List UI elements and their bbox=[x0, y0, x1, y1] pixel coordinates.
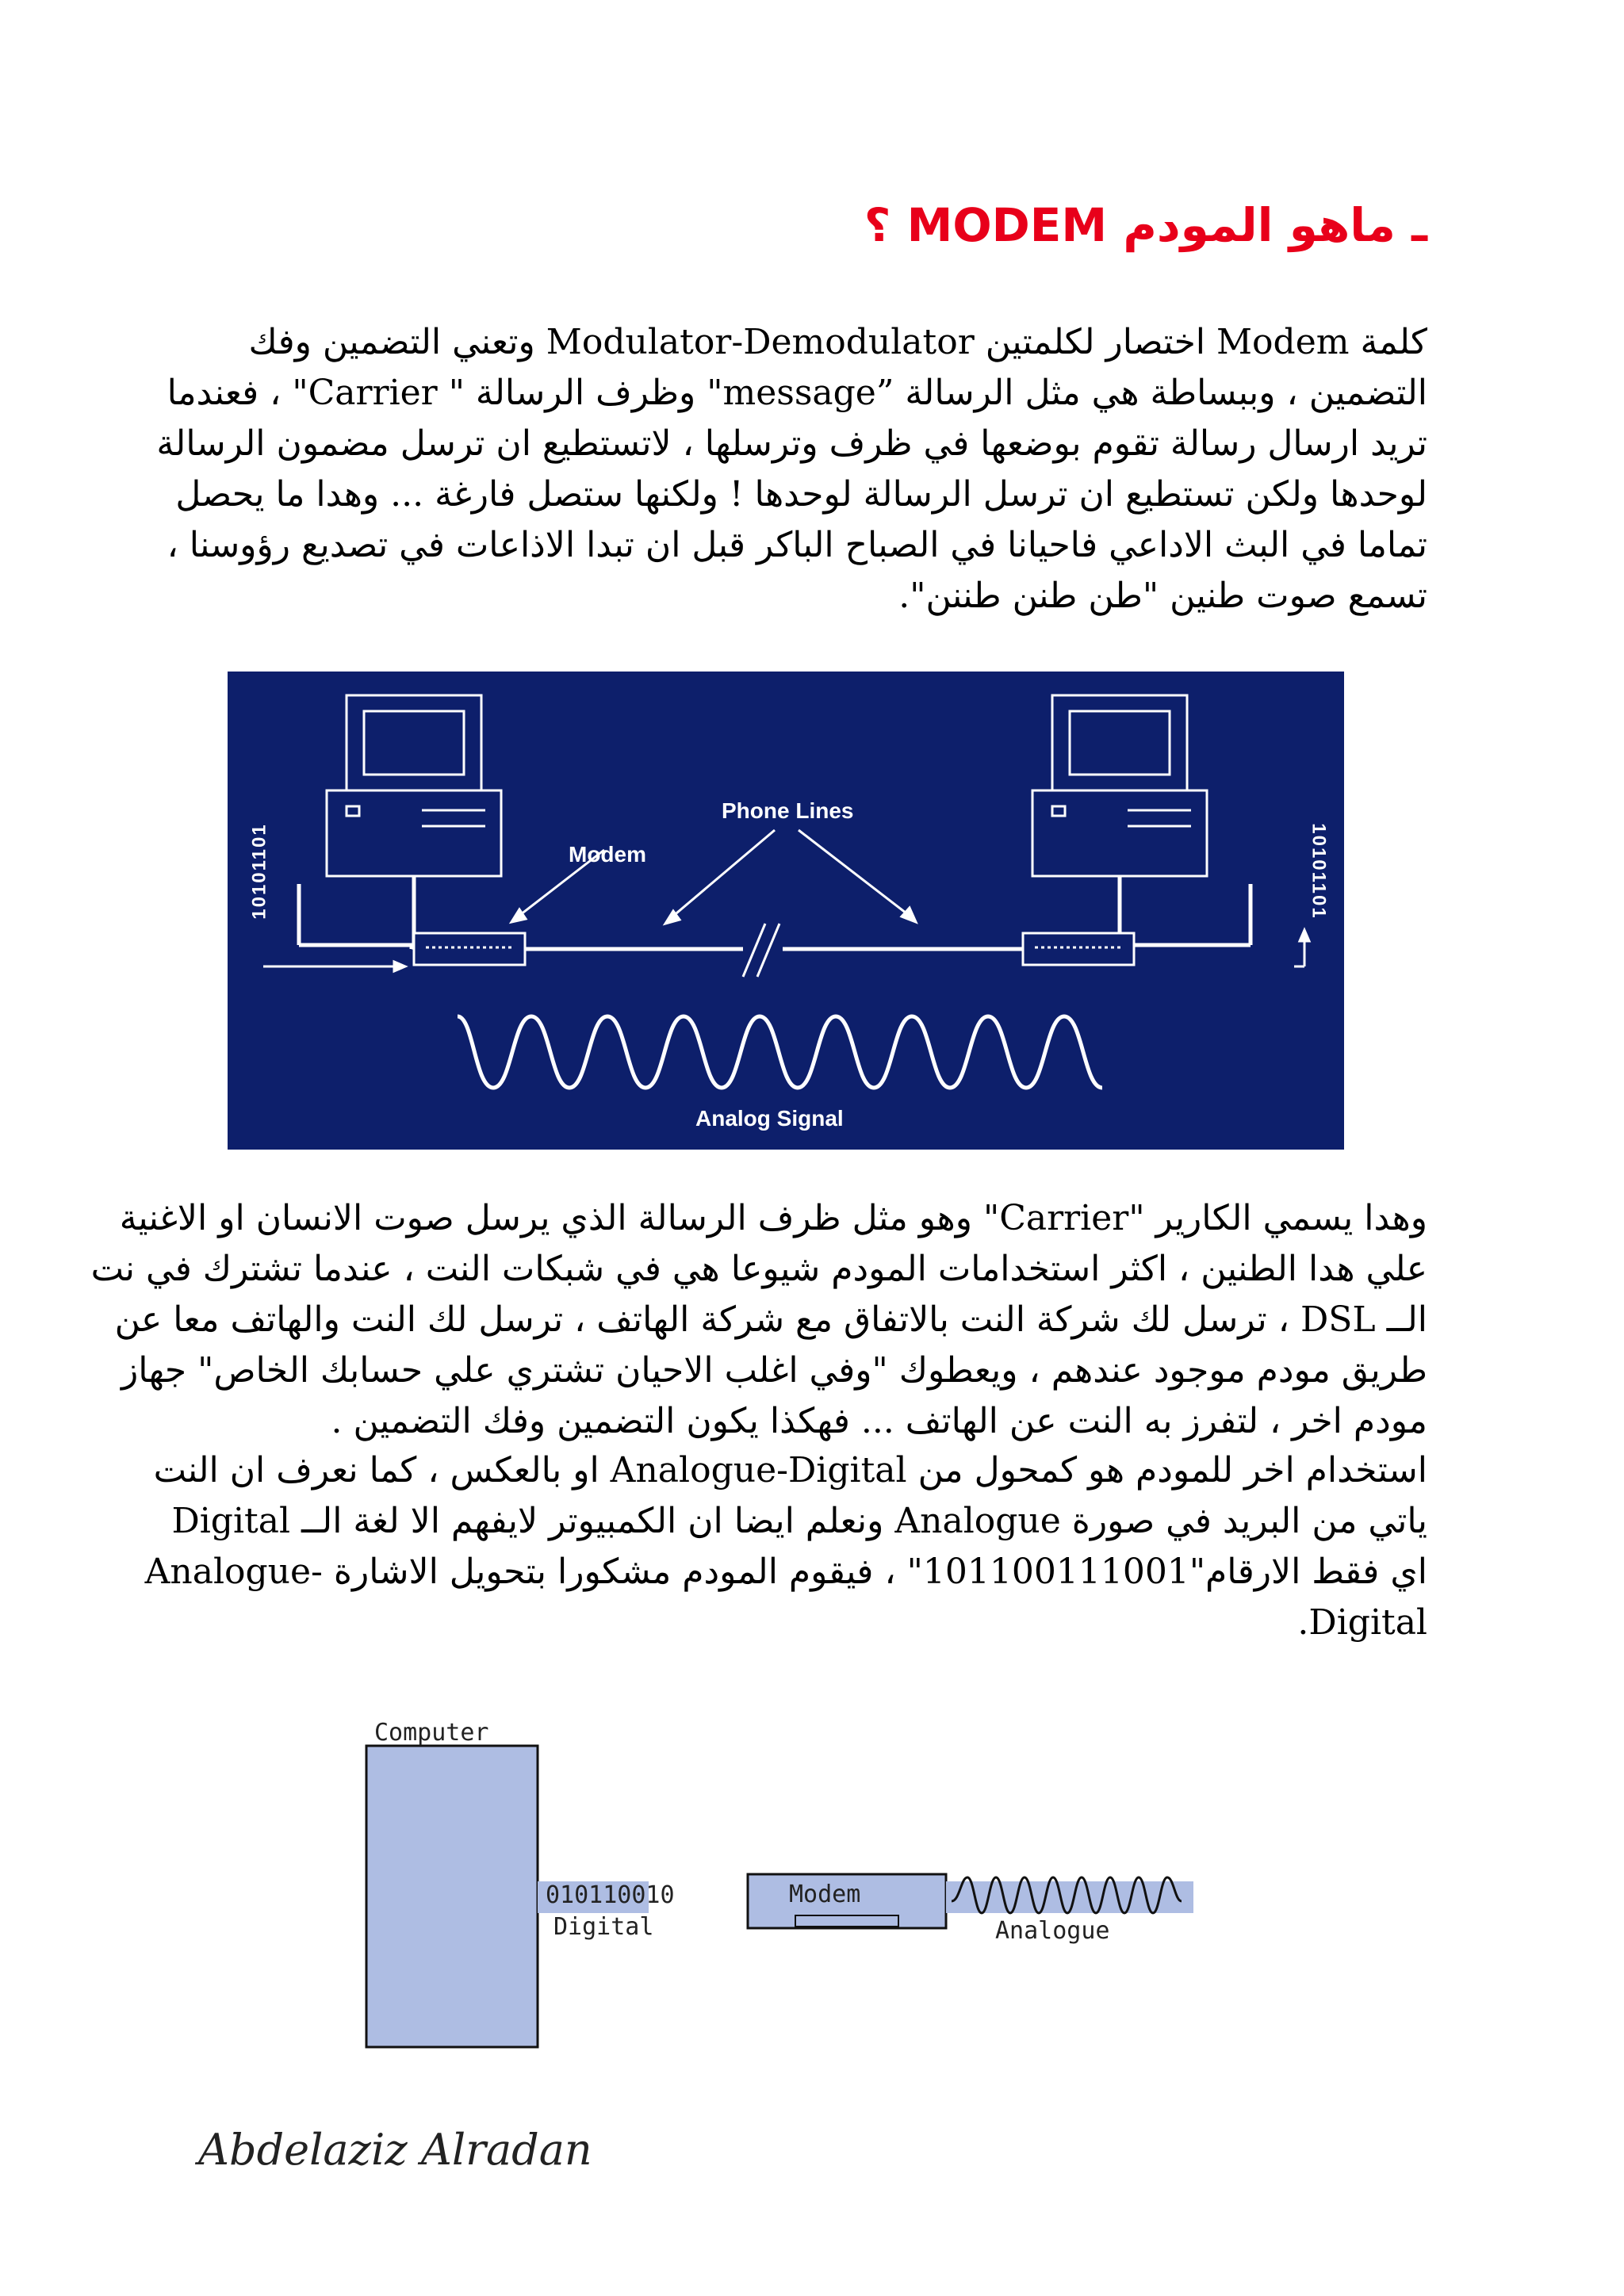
paragraph-carrier bbox=[90, 1193, 1427, 1447]
computer-modem-diagram bbox=[365, 1719, 1237, 2052]
paragraph-line: تريد ارسال رسالة تقوم بوضعها في ظرف وترسلها ، لاتستطيع ان ترسل مضمون الرسالة bbox=[156, 423, 1427, 464]
paragraph-line: طريق مودم موجود عندهم ، ويعطوك "وفي اغلب الاحيان تشتري علي حسابك الخاص" جهاز bbox=[121, 1350, 1427, 1391]
paragraph-line: لوحدها ولكن تستطيع ان ترسل الرسالة لوحدها ! ولكنها ستصل فارغة ... وهدا ما يحصل bbox=[175, 474, 1427, 515]
paragraph-line: اي فقط الارقام"101100111001" ، فيقوم المودم مشكورا بتحويل الاشارة -Analogue bbox=[144, 1552, 1427, 1592]
paragraph-line: ياتي من البريد في صورة Analogue ونعلم ايضا ان الكمبيوتر لايفهم الا لغة الــ Digital bbox=[171, 1501, 1427, 1541]
right-computer-icon bbox=[1032, 695, 1207, 876]
bits-left-label: 10101101 bbox=[248, 823, 270, 920]
paragraph-line: الــ DSL ، ترسل لك شركة النت بالاتفاق مع شركة الهاتف ، ترسل لك النت والهاتف معا عن bbox=[114, 1299, 1427, 1340]
modem-label: Modem bbox=[569, 842, 646, 867]
computer-box bbox=[366, 1746, 538, 2047]
computer-label: Computer bbox=[374, 1719, 489, 1747]
right-modem-icon bbox=[1023, 933, 1134, 965]
paragraph-analogue-digital bbox=[144, 1445, 1427, 1648]
paragraph-line: تسمع صوت طنين "طن طنن طننن". bbox=[898, 576, 1427, 616]
network-diagram-graphic bbox=[228, 672, 1344, 1150]
bits-label: 010110010 bbox=[546, 1881, 675, 1909]
paragraph-line: مودم اخر ، لتفرز به النت عن الهاتف ... فهكذا يكون التضمين وفك التضمين . bbox=[331, 1401, 1427, 1441]
phone-lines-label: Phone Lines bbox=[722, 798, 854, 823]
bits-right-label: 10101101 bbox=[1308, 823, 1330, 920]
paragraph-line: وهدا يسمي الكارير "Carrier" وهو مثل ظرف الرسالة الذي يرسل صوت الانسان او الاغنية bbox=[119, 1198, 1427, 1238]
analog-signal-label: Analog Signal bbox=[695, 1106, 844, 1131]
author-signature: Abdelaziz Alradan bbox=[198, 2125, 592, 2175]
paragraph-intro bbox=[156, 317, 1427, 622]
paragraph-line: كلمة Modem اختصار لكلمتين Modulator-Demodulator وتعني التضمين وفك bbox=[248, 322, 1427, 362]
paragraph-line: علي هدا الطنين ، اكثر استخدامات المودم شيوعا هي في شبكات النت ، عندما تشترك في نت bbox=[90, 1249, 1427, 1289]
paragraph-line: استخدام اخر للمودم هو كمحول من Analogue-Digital او بالعكس ، كما نعرف ان النت bbox=[153, 1450, 1427, 1490]
modem-network-diagram bbox=[228, 672, 1344, 1150]
modem-box-label: Modem bbox=[789, 1881, 861, 1908]
paragraph-line: Digital. bbox=[1297, 1602, 1427, 1643]
left-computer-icon bbox=[327, 695, 501, 876]
modem-slot bbox=[795, 1915, 898, 1927]
page-title: ـ ماهو المودم MODEM ؟ bbox=[864, 198, 1427, 252]
analogue-label: Analogue bbox=[995, 1917, 1110, 1945]
digital-label: Digital bbox=[553, 1913, 654, 1941]
paragraph-line: التضمين ، وببساطة هي مثل الرسالة ”message" وظرف الرسالة " Carrier" ، فعندما bbox=[167, 373, 1427, 413]
left-modem-icon bbox=[414, 933, 525, 965]
paragraph-line: تماما في البث الاداعي فاحيانا في الصباح الباكر قبل ان تبدا الاذاعات في تصديع رؤوسنا ، bbox=[167, 525, 1427, 565]
analog-wave bbox=[458, 1016, 1102, 1088]
